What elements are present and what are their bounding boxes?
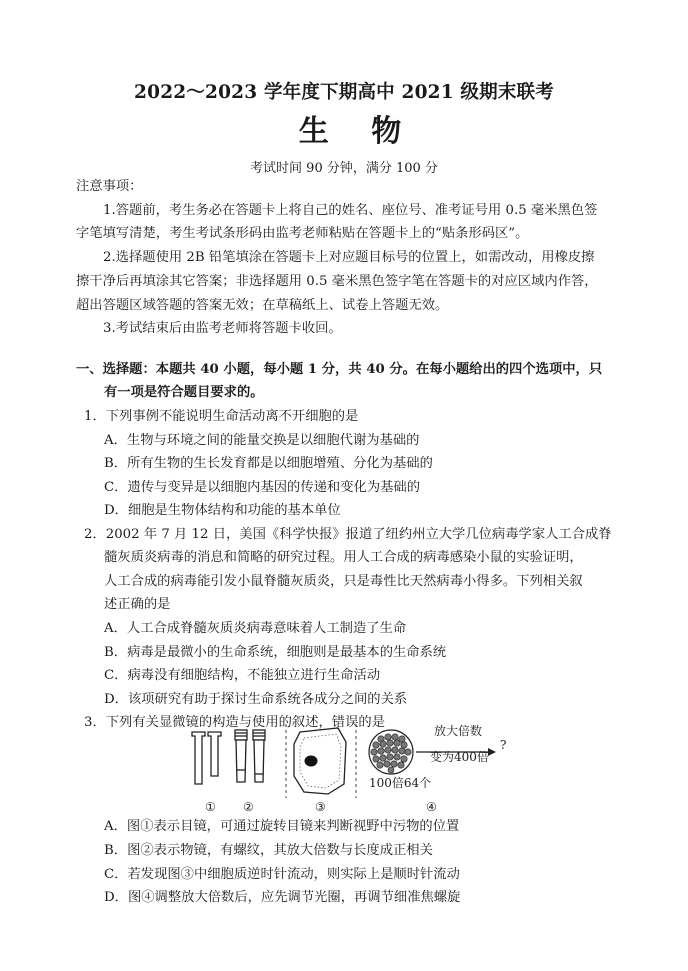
question-3-option-c: C．若发现图③中细胞质逆时针流动，则实际上是顺时针流动 xyxy=(104,867,460,882)
objective-drawing xyxy=(235,730,265,782)
question-2-option-c: C．病毒没有细胞结构，不能独立进行生命活动 xyxy=(104,668,381,683)
question-1-option-c: C．遗传与变异是以细胞内基因的传递和变化为基础的 xyxy=(104,480,421,495)
question-1-stem: 1．下列事例不能说明生命活动离不开细胞的是 xyxy=(84,409,359,424)
notice-line: 字笔填写清楚，考生考试条形码由监考老师粘贴在答题卡上的“贴条形码区”。 xyxy=(76,226,529,241)
question-1-option-a: A．生物与环境之间的能量交换是以细胞代谢为基础的 xyxy=(104,433,420,448)
cell-view-drawing xyxy=(286,724,356,798)
notice-line: 1.答题前，考生务必在答题卡上将自己的姓名、座位号、准考证号用 0.5 毫米黑色签 xyxy=(103,203,598,218)
section-heading: 一、选择题：本题共 40 小题，每小题 1 分，共 40 分。在每小题给出的四个选项中，只 xyxy=(76,362,603,377)
question-2-stem: 2．2002 年 7 月 12 日，美国《科学快报》报道了纽约州立大学几位病毒学家人工合成脊 xyxy=(84,527,612,542)
microscope-figure xyxy=(188,722,518,818)
question-1-option-d: D．细胞是生物体结构和功能的基本单位 xyxy=(104,503,341,518)
notice-line: 3.考试结束后由监考老师将答题卡收回。 xyxy=(103,321,342,336)
question-2-stem: 髓灰质炎病毒的消息和简略的研究过程。用人工合成的病毒感染小鼠的实验证明， xyxy=(104,550,583,565)
exam-title: 2022～2023 学年度下期高中 2021 级期末联考 xyxy=(134,82,554,103)
question-2-stem: 述正确的是 xyxy=(104,597,171,612)
question-3-option-b: B．图②表示物镜，有螺纹，其放大倍数与长度成正相关 xyxy=(104,843,433,858)
subject-title: 生 物 xyxy=(298,114,418,149)
question-2-option-d: D．该项研究有助于探讨生命系统各成分之间的关系 xyxy=(104,692,408,707)
question-2-option-a: A．人工合成脊髓灰质炎病毒意味着人工制造了生命 xyxy=(104,621,407,636)
question-3-option-a: A．图①表示目镜，可通过旋转目镜来判断视野中污物的位置 xyxy=(104,819,460,834)
notice-line: 擦干净后再填涂其它答案；非选择题用 0.5 毫米黑色签字笔在答题卡的对应区域内作答， xyxy=(76,274,598,289)
magnification-label: 放大倍数 xyxy=(434,724,483,738)
notice-heading: 注意事项： xyxy=(76,179,143,194)
question-mark-label: ? xyxy=(500,738,507,752)
notice-line: 2.选择题使用 2B 铅笔填涂在答题卡上对应题目标号的位置上，如需改动，用橡皮擦 xyxy=(103,250,595,265)
section-heading-cont: 有一项是符合题目要求的。 xyxy=(104,385,264,400)
question-1-option-b: B．所有生物的生长发育都是以细胞增殖、分化为基础的 xyxy=(104,456,433,471)
figure-label-3: ③ xyxy=(315,800,326,814)
question-3-stem: 3．下列有关显微镜的构造与使用的叙述，错误的是 xyxy=(84,715,385,730)
figure-label-1: ① xyxy=(205,800,216,814)
question-2-stem: 人工合成的病毒能引发小鼠脊髓灰质炎，只是毒性比天然病毒小得多。下列相关叙 xyxy=(104,574,583,589)
figure-label-4: ④ xyxy=(426,800,437,814)
exam-info: 考试时间 90 分钟，满分 100 分 xyxy=(250,161,438,176)
question-2-option-b: B．病毒是最微小的生命系统，细胞则是最基本的生命系统 xyxy=(104,645,447,660)
question-3-option-d: D．图④调整放大倍数后，应先调节光圈，再调节细准焦螺旋 xyxy=(104,890,461,905)
eyepiece-drawing xyxy=(192,732,221,784)
change-magnification-label: 变为400倍 xyxy=(430,750,489,764)
figure-label-2: ② xyxy=(243,800,254,814)
cell-count-label: 100倍64个 xyxy=(369,776,432,790)
notice-line: 超出答题区域答题的答案无效；在草稿纸上、试卷上答题无效。 xyxy=(76,298,449,313)
